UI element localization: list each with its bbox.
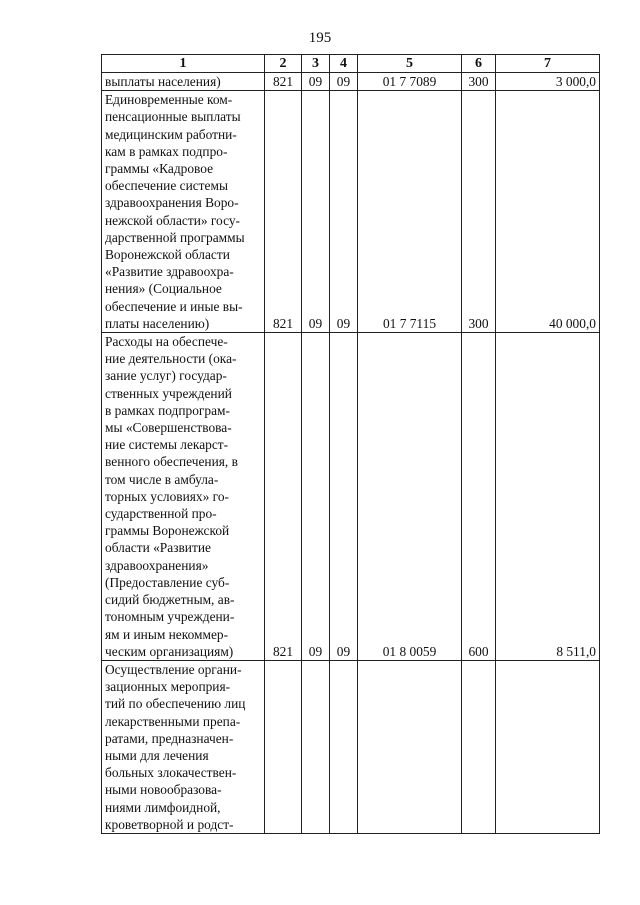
- table-row: [102, 660, 600, 833]
- cell-name-line: венного обеспечения, в: [105, 454, 238, 470]
- cell-name-line: торных условиях» го-: [105, 488, 229, 504]
- cell-name-line: ратами, предназначен-: [105, 730, 234, 746]
- cell-name-line: ние деятельности (ока-: [105, 351, 237, 367]
- cell-name-line: ными новообразова-: [105, 782, 222, 798]
- cell-name-line: граммы «Кадровое: [105, 161, 214, 177]
- cell-name: [102, 73, 265, 91]
- cell-code-3: 09: [302, 333, 330, 661]
- cell-code-4: 09: [330, 73, 358, 91]
- cell-name-line: обеспечение и иные вы-: [105, 298, 243, 314]
- cell-amount: 8 511,0: [496, 333, 600, 661]
- cell-name: [102, 660, 265, 833]
- cell-name-line: выплаты населения): [105, 74, 221, 89]
- cell-name-line: здравоохранения»: [105, 557, 209, 573]
- cell-name-line: ям и иным некоммер-: [105, 626, 229, 642]
- cell-code-6: 600: [462, 333, 496, 661]
- cell-amount: [496, 660, 600, 833]
- cell-name-line: больных злокачествен-: [105, 765, 237, 781]
- cell-name-line: зание услуг) государ-: [105, 368, 227, 384]
- cell-code-3: [302, 660, 330, 833]
- cell-code-6: 300: [462, 91, 496, 333]
- cell-name: [102, 333, 265, 661]
- cell-name-line: медицинским работни-: [105, 126, 237, 142]
- cell-name-line: лекарственными препа-: [105, 713, 241, 729]
- cell-name-line: тий по обеспечению лиц: [105, 696, 246, 712]
- cell-code-4: 09: [330, 91, 358, 333]
- column-header-3: 3: [302, 55, 330, 73]
- cell-name-line: обеспечение системы: [105, 178, 228, 194]
- page-number: 195: [308, 30, 332, 46]
- cell-name-line: граммы Воронежской: [105, 523, 230, 539]
- column-header-2: 2: [265, 55, 302, 73]
- cell-name-line: сидий бюджетным, ав-: [105, 592, 235, 608]
- cell-code-3: 09: [302, 73, 330, 91]
- cell-name-line: ческим организациям): [105, 643, 234, 659]
- cell-name-line: Расходы на обеспече-: [105, 334, 228, 350]
- cell-name-line: Воронежской области: [105, 247, 230, 263]
- cell-code-4: [330, 660, 358, 833]
- column-header-6: 6: [462, 55, 496, 73]
- cell-name-line: ственных учреждений: [105, 385, 232, 401]
- table-body: [102, 73, 600, 834]
- cell-code-2: 821: [265, 333, 302, 661]
- cell-amount: 40 000,0: [496, 91, 600, 333]
- cell-code-2: [265, 660, 302, 833]
- table-header-row: [102, 55, 600, 73]
- cell-code-6: 300: [462, 73, 496, 91]
- cell-name-line: нежской области» госу-: [105, 212, 241, 228]
- table-row: [102, 91, 600, 333]
- cell-name-line: ниями лимфоидной,: [105, 799, 221, 815]
- cell-code-5: 01 7 7089: [358, 73, 462, 91]
- cell-code-5: 01 7 7115: [358, 91, 462, 333]
- cell-name-line: том числе в амбула-: [105, 471, 219, 487]
- cell-name-line: ными для лечения: [105, 747, 209, 763]
- cell-name-line: мы «Совершенствова-: [105, 420, 232, 436]
- cell-name-line: платы населению): [105, 315, 210, 331]
- cell-code-6: [462, 660, 496, 833]
- column-header-5: 5: [358, 55, 462, 73]
- cell-name-line: ние системы лекарст-: [105, 437, 229, 453]
- cell-name-line: «Развитие здравоохра-: [105, 264, 234, 280]
- cell-name-line: пенсационные выплаты: [105, 109, 241, 125]
- cell-name: [102, 91, 265, 333]
- cell-name-line: в рамках подпрограм-: [105, 402, 230, 418]
- table-row: [102, 333, 600, 661]
- cell-code-2: 821: [265, 91, 302, 333]
- cell-code-5: [358, 660, 462, 833]
- cell-code-3: 09: [302, 91, 330, 333]
- cell-name-line: тономным учреждени-: [105, 609, 235, 625]
- cell-name-line: (Предоставление суб-: [105, 574, 230, 590]
- cell-name-line: сударственной про-: [105, 506, 217, 522]
- budget-table: [101, 54, 600, 834]
- cell-name-line: зационных мероприя-: [105, 679, 231, 695]
- cell-name-line: Единовременные ком-: [105, 92, 233, 108]
- cell-name-line: нения» (Социальное: [105, 281, 222, 297]
- cell-amount: 3 000,0: [496, 73, 600, 91]
- cell-name-line: области «Развитие: [105, 540, 211, 556]
- cell-name-line: здравоохранения Воро-: [105, 195, 239, 211]
- cell-code-4: 09: [330, 333, 358, 661]
- table-row: [102, 73, 600, 91]
- column-header-4: 4: [330, 55, 358, 73]
- cell-name-line: кроветворной и родст-: [105, 816, 234, 832]
- cell-name-line: кам в рамках подпро-: [105, 143, 228, 159]
- cell-code-2: 821: [265, 73, 302, 91]
- cell-code-5: 01 8 0059: [358, 333, 462, 661]
- column-header-7: 7: [496, 55, 600, 73]
- cell-name-line: дарственной программы: [105, 229, 245, 245]
- cell-name-line: Осуществление органи-: [105, 661, 242, 677]
- column-header-1: 1: [102, 55, 265, 73]
